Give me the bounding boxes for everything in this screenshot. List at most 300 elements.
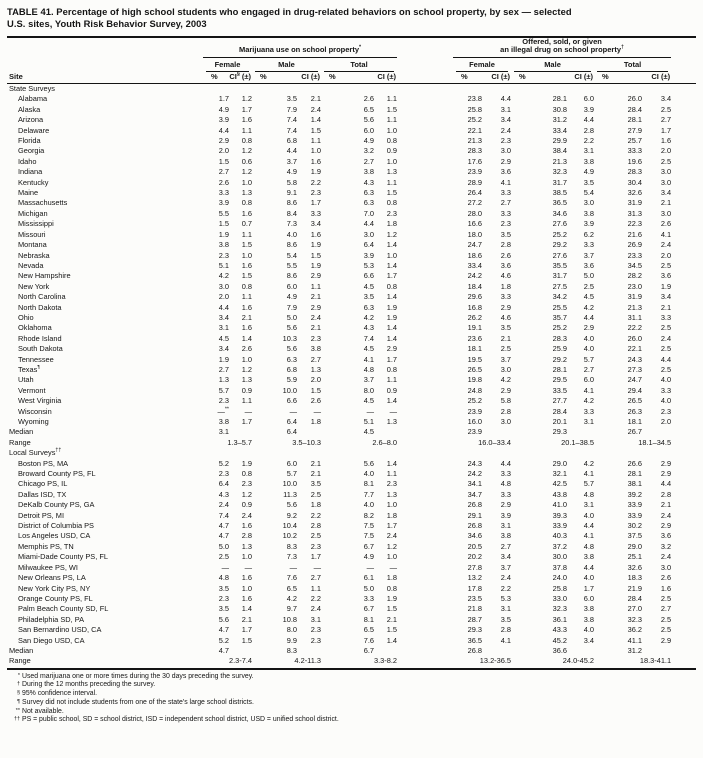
percent-cell: 1.9 (218, 354, 229, 364)
percent-cell: 9.1 (286, 188, 297, 198)
filler-cell (671, 178, 696, 188)
filler-cell (671, 271, 696, 281)
group-gap-cell (397, 646, 453, 656)
percent-cell: 25.2 (467, 115, 483, 125)
range-cell: 4.2-11.3 (294, 656, 321, 666)
ci-cell: 3.2 (660, 541, 672, 551)
filler-cell (671, 251, 696, 261)
site-cell: Montana (18, 240, 47, 250)
ci-cell: 1.6 (241, 302, 252, 312)
percent-cell: 7.3 (286, 552, 297, 562)
ci-cell: 2.3 (310, 625, 321, 635)
site-cell: Chicago PS, IL (18, 479, 68, 489)
percent-cell: 25.2 (467, 396, 483, 406)
range-cell: 3.3-8.2 (374, 656, 398, 666)
ci-cell: 1.6 (241, 323, 252, 333)
percent-cell: 36.5 (467, 635, 483, 645)
filler-cell (671, 188, 696, 198)
percent-cell: 18.1 (627, 417, 643, 426)
ci-cell: 3.3 (500, 469, 512, 479)
footnote-text: Used marijuana one or more times during the 30 days preceding the survey. (22, 672, 254, 680)
percent-cell: 4.7 (218, 531, 229, 541)
percent-cell: 41.1 (627, 635, 643, 645)
ci-cell: 3.0 (660, 208, 672, 218)
percent-cell: 40.3 (552, 531, 568, 541)
median-cell: 4.7 (218, 645, 229, 655)
ci-cell: 3.3 (583, 406, 595, 416)
percent-cell: 20.1 (552, 417, 568, 426)
percent-cell: 28.4 (627, 104, 643, 114)
footnote-symbol: ¶ (17, 698, 20, 705)
footnote-line (7, 690, 696, 699)
ci-cell: 0.8 (386, 583, 398, 593)
percent-cell: 3.7 (363, 375, 374, 385)
ci-cell: 4.4 (660, 354, 672, 364)
ci-cell: 2.1 (660, 302, 672, 312)
percent-cell: 33.0 (552, 593, 568, 603)
range-cell: 24.0-45.2 (562, 656, 595, 666)
ci-cell: 2.4 (500, 573, 512, 583)
ci-cell: 4.2 (583, 302, 595, 312)
table-title-line1: TABLE 41. Percentage of high school students who engaged in drug-related behaviors on school property, by sex — selected (7, 6, 572, 17)
ci-cell: 2.7 (660, 604, 672, 614)
ci-cell: 3.4 (583, 635, 595, 645)
percent-cell: 26.8 (467, 521, 483, 531)
percent-cell: 34.1 (467, 479, 483, 489)
percent-cell: 23.9 (467, 167, 483, 177)
percent-cell: 43.3 (552, 625, 568, 635)
site-cell: District of Columbia PS (18, 521, 94, 531)
ci-cell: 4.0 (583, 344, 595, 354)
percent-cell: 6.8 (286, 136, 297, 146)
ci-cell: 0.8 (241, 136, 252, 146)
filler-cell (671, 584, 696, 594)
percent-cell: 9.9 (286, 635, 297, 645)
table-row (7, 396, 696, 406)
ci-cell: 2.9 (660, 458, 672, 468)
ci-cell: 6.0 (583, 375, 595, 385)
percent-cell: 5.6 (286, 500, 297, 510)
ci-cell: — (389, 406, 398, 416)
percent-cell: 4.4 (363, 219, 374, 229)
percent-cell: 22.1 (467, 125, 483, 135)
percent-cell: 2.7 (363, 156, 374, 166)
percent-cell: 19.6 (627, 156, 643, 166)
percent-cell: 22.2 (627, 323, 643, 333)
ci-cell: 2.5 (660, 593, 672, 603)
table-row (7, 563, 696, 573)
group-gap-cell (397, 479, 453, 489)
table-row (7, 167, 696, 177)
ci-cell: 2.5 (583, 281, 595, 291)
percent-cell: — (221, 562, 229, 572)
percent-cell: 2.7 (218, 167, 229, 177)
group-gap-cell (397, 615, 453, 625)
ci-cell: 2.6 (660, 219, 672, 229)
ci-cell: 6.2 (583, 229, 595, 239)
subheader-drug-male: Male (511, 58, 594, 72)
percent-cell: 31.7 (552, 177, 568, 187)
percent-cell: 26.6 (627, 458, 643, 468)
table-row (7, 313, 696, 323)
site-cell: Arizona (18, 115, 44, 125)
percent-cell: 4.9 (363, 552, 374, 562)
table-row (7, 282, 696, 292)
median-cell: 3.1 (218, 427, 229, 437)
group-gap-cell (397, 209, 453, 219)
ci-cell: 3.8 (583, 552, 595, 562)
filler-cell (671, 219, 696, 229)
ci-cell: 2.0 (660, 146, 672, 156)
filler-cell (671, 282, 696, 292)
percent-cell: 19.5 (467, 354, 483, 364)
site-cell: West Virginia (18, 396, 62, 406)
ci-cell: 1.0 (241, 583, 252, 593)
percent-cell: 5.2 (218, 635, 229, 645)
ci-cell: 2.9 (500, 385, 512, 395)
ci-cell: 3.1 (583, 417, 595, 426)
group-header-marijuana: Marijuana use on school property* (203, 38, 397, 58)
percent-cell: 2.3 (218, 396, 229, 406)
percent-cell: 33.5 (552, 385, 568, 395)
percent-cell: 2.0 (218, 146, 229, 156)
percent-cell: 36.1 (552, 614, 568, 624)
percent-cell: 30.0 (552, 552, 568, 562)
ci-cell: 2.3 (500, 219, 512, 229)
ci-cell: 1.0 (386, 552, 398, 562)
percent-cell: 6.1 (363, 573, 374, 583)
percent-cell: 17.8 (467, 583, 483, 593)
ci-cell: 1.4 (386, 292, 398, 302)
ci-cell: 2.5 (660, 614, 672, 624)
ci-cell: 1.8 (386, 573, 398, 583)
table-row (7, 615, 696, 625)
ci-cell: 3.4 (660, 94, 672, 104)
ci-cell: 1.6 (241, 593, 252, 603)
percent-cell: 4.9 (363, 136, 374, 146)
ci-cell: 3.8 (583, 208, 595, 218)
percent-cell: 26.3 (627, 406, 643, 416)
percent-cell: 5.7 (218, 385, 229, 395)
group-gap-cell (397, 240, 453, 250)
filler-cell (671, 531, 696, 541)
ci-cell: 1.4 (310, 115, 321, 125)
percent-cell: 2.9 (218, 136, 229, 146)
percent-cell: 26.5 (627, 396, 643, 406)
filler-cell (671, 167, 696, 177)
empty-ci-cell (567, 427, 594, 437)
ci-cell: 2.6 (500, 250, 512, 260)
group-gap-cell (397, 230, 453, 240)
percent-cell: 26.0 (627, 94, 643, 104)
percent-cell: 21.8 (467, 604, 483, 614)
percent-cell: 28.1 (627, 115, 643, 125)
percent-cell: 5.9 (286, 375, 297, 385)
ci-cell: 2.9 (310, 302, 321, 312)
percent-cell: 8.4 (286, 208, 297, 218)
footnote-line (7, 681, 696, 690)
footnote-text: Survey did not include students from one of the state's large school districts. (22, 698, 254, 706)
percent-cell: 7.7 (363, 489, 374, 499)
ci-cell: 3.8 (583, 156, 595, 166)
site-cell: Tennessee (18, 354, 54, 364)
ci-cell: 1.8 (500, 281, 512, 291)
ci-cell: 2.7 (500, 541, 512, 551)
percent-cell: 10.4 (282, 521, 297, 531)
percent-cell: 3.4 (218, 312, 229, 322)
filler-cell (671, 521, 696, 531)
ci-cell: 1.5 (310, 125, 321, 135)
percent-cell: 1.7 (218, 94, 229, 104)
footnote-symbol: * (17, 672, 20, 679)
ci-cell: 4.4 (583, 312, 595, 322)
percent-cell: 33.4 (552, 125, 568, 135)
ci-cell: — (313, 406, 321, 416)
group-gap-cell (397, 261, 453, 271)
ci-cell: 3.4 (660, 292, 672, 302)
percent-cell: 1.5 (218, 156, 229, 166)
group-gap-cell (397, 407, 453, 417)
ci-cell: 1.7 (386, 521, 398, 531)
percent-cell: 3.9 (218, 198, 229, 208)
ci-cell: 2.6 (660, 573, 672, 583)
percent-cell: 23.6 (467, 333, 483, 343)
ci-cell: 1.6 (241, 260, 252, 270)
percent-cell: 25.8 (467, 104, 483, 114)
percent-cell: 6.8 (286, 364, 297, 374)
percent-cell: 28.2 (627, 271, 643, 281)
group-gap-cell (397, 303, 453, 313)
percent-cell: 31.9 (627, 198, 643, 208)
percent-cell: 25.2 (552, 323, 568, 333)
percent-cell: 3.3 (363, 593, 374, 603)
percent-cell: 1.9 (218, 229, 229, 239)
percent-cell: 8.6 (286, 240, 297, 250)
group-gap-cell (397, 594, 453, 604)
table-row (7, 251, 696, 261)
ci-cell: 3.4 (500, 115, 512, 125)
percent-cell: 28.4 (552, 406, 568, 416)
ci-cell: 3.0 (660, 562, 672, 572)
ci-cell: 2.4 (310, 104, 321, 114)
ci-cell: 1.6 (241, 573, 252, 583)
percent-cell: 22.1 (627, 344, 643, 354)
percent-cell: 4.5 (218, 333, 229, 343)
ci-cell: 1.5 (386, 104, 398, 114)
percent-cell: 22.3 (627, 219, 643, 229)
percent-cell: 9.2 (286, 510, 297, 520)
ci-cell: 3.7 (500, 354, 512, 364)
ci-cell: 2.2 (310, 177, 321, 187)
ci-cell: 1.7 (241, 625, 252, 635)
site-cell: San Diego USD, CA (18, 635, 85, 645)
ci-cell: 1.4 (386, 458, 398, 468)
ci-cell: 4.0 (660, 396, 672, 406)
empty-ci-cell (297, 427, 321, 437)
ci-cell: 4.0 (583, 573, 595, 583)
percent-cell: 23.3 (627, 250, 643, 260)
percent-cell: 7.4 (286, 125, 297, 135)
percent-cell: 6.6 (363, 271, 374, 281)
ci-cell: 2.5 (660, 625, 672, 635)
ci-cell: 5.7 (583, 479, 595, 489)
percent-cell: 27.0 (627, 604, 643, 614)
ci-cell: 6.0 (583, 593, 595, 603)
percent-cell: 5.6 (218, 614, 229, 624)
ci-cell: 1.7 (660, 125, 672, 135)
percent-cell: — (366, 562, 374, 572)
ci-cell: 3.3 (500, 489, 512, 499)
ci-cell: 1.1 (386, 375, 398, 385)
percent-cell: 26.4 (467, 188, 483, 198)
ci-cell: 4.8 (500, 479, 512, 489)
table-body (7, 84, 696, 667)
ci-cell: 2.1 (500, 333, 512, 343)
percent-cell: 4.4 (218, 125, 229, 135)
filler-cell (671, 427, 696, 437)
cols-drug-male: % CI (±) (511, 72, 594, 84)
table-row (7, 573, 696, 583)
percent-cell: 32.6 (627, 188, 643, 198)
subheader-drug-total: Total (594, 58, 671, 72)
percent-cell: 10.3 (282, 333, 297, 343)
table-row (7, 157, 696, 167)
table-row (7, 386, 696, 396)
ci-cell: 1.9 (386, 593, 398, 603)
ci-cell: 4.0 (583, 625, 595, 635)
ci-cell: 1.9 (660, 281, 672, 291)
percent-cell: 6.0 (363, 125, 374, 135)
ci-cell: 2.4 (660, 552, 672, 562)
ci-cell: — (244, 406, 252, 416)
site-cell: DeKalb County PS, GA (18, 500, 95, 510)
group-gap-cell (397, 375, 453, 385)
site-cell: Michigan (18, 208, 48, 218)
percent-cell: 39.3 (552, 510, 568, 520)
ci-cell: 1.8 (386, 510, 398, 520)
ci-cell: 3.6 (583, 260, 595, 270)
group-gap-cell (397, 126, 453, 136)
ci-cell: 2.3 (310, 333, 321, 343)
ci-cell: — (313, 562, 321, 572)
percent-cell: 7.4 (218, 510, 229, 520)
ci-cell: 3.5 (500, 323, 512, 333)
group-gap-cell (397, 365, 453, 375)
ci-cell: 1.7 (310, 198, 321, 208)
percent-cell: 6.4 (286, 417, 297, 426)
filler-cell (671, 334, 696, 344)
ci-cell: 2.8 (583, 125, 595, 135)
ci-cell: 2.4 (500, 125, 512, 135)
percent-cell: 5.3 (363, 260, 374, 270)
filler-cell (671, 355, 696, 365)
ci-cell: 2.7 (310, 573, 321, 583)
ci-cell: 1.8 (310, 417, 321, 426)
site-cell: New Hampshire (18, 271, 71, 281)
group-gap-cell (397, 469, 453, 479)
ci-cell: 3.0 (660, 177, 672, 187)
percent-cell: 36.2 (627, 625, 643, 635)
table-row (7, 261, 696, 271)
ci-cell: 1.9 (241, 458, 252, 468)
ci-cell: 2.4 (386, 531, 398, 541)
table-row (7, 511, 696, 521)
table-row (7, 469, 696, 479)
site-cell: Broward County PS, FL (18, 469, 96, 479)
table-row (7, 115, 696, 125)
ci-cell: 2.9 (500, 156, 512, 166)
filler-cell (671, 386, 696, 396)
percent-cell: 28.1 (552, 364, 568, 374)
percent-cell: 25.9 (552, 344, 568, 354)
empty-ci-cell (229, 427, 252, 437)
table-row (7, 490, 696, 500)
site-cell: San Bernardino USD, CA (18, 625, 102, 635)
ci-cell: 3.9 (583, 104, 595, 114)
ci-cell: 1.3 (241, 188, 252, 198)
section-label-cell: Local Surveys†† (9, 447, 62, 458)
ci-cell: 4.4 (500, 458, 512, 468)
percent-cell: 3.7 (286, 156, 297, 166)
ci-cell: 3.0 (583, 198, 595, 208)
yrbs-table (7, 38, 696, 667)
percent-cell: 5.0 (218, 541, 229, 551)
ci-cell: 2.3 (310, 188, 321, 198)
site-cell: North Carolina (18, 292, 66, 302)
site-cell: Range (9, 656, 31, 666)
filler-cell (671, 157, 696, 167)
percent-cell: 43.8 (552, 489, 568, 499)
percent-cell: 5.6 (363, 458, 374, 468)
percent-cell: 6.0 (286, 458, 297, 468)
subheader-marijuana-female: Female (203, 58, 252, 72)
filler-cell (671, 417, 696, 427)
group-gap-cell (397, 334, 453, 344)
percent-cell: 3.5 (218, 604, 229, 614)
filler-cell (671, 615, 696, 625)
site-cell: Range (9, 437, 31, 447)
percent-cell: 39.2 (627, 489, 643, 499)
ci-cell: 3.1 (583, 146, 595, 156)
percent-cell: 7.6 (363, 635, 374, 645)
percent-cell: 6.6 (286, 396, 297, 406)
percent-cell: 3.8 (218, 240, 229, 250)
ci-cell: 1.0 (386, 250, 398, 260)
percent-cell: 4.2 (218, 271, 229, 281)
percent-cell: 6.0 (286, 281, 297, 291)
percent-cell: 4.0 (286, 229, 297, 239)
percent-cell: 5.1 (363, 417, 374, 426)
empty-ci-cell (642, 646, 671, 656)
percent-cell: 27.9 (627, 125, 643, 135)
group-gap-cell (397, 521, 453, 531)
percent-cell: 8.0 (286, 625, 297, 635)
ci-cell: 4.0 (660, 375, 672, 385)
percent-cell: 29.0 (552, 458, 568, 468)
ci-cell: 2.9 (500, 500, 512, 510)
ci-cell: 5.7 (583, 354, 595, 364)
percent-cell: 7.5 (363, 531, 374, 541)
ci-cell: 2.0 (310, 375, 321, 385)
percent-cell: 4.0 (363, 500, 374, 510)
ci-cell: 1.6 (241, 208, 252, 218)
group-gap-cell (397, 417, 453, 427)
ci-cell: 3.8 (583, 614, 595, 624)
percent-cell: 6.7 (363, 541, 374, 551)
ci-cell: 4.6 (500, 271, 512, 281)
ci-cell: 3.7 (500, 562, 512, 572)
table-row (7, 365, 696, 375)
